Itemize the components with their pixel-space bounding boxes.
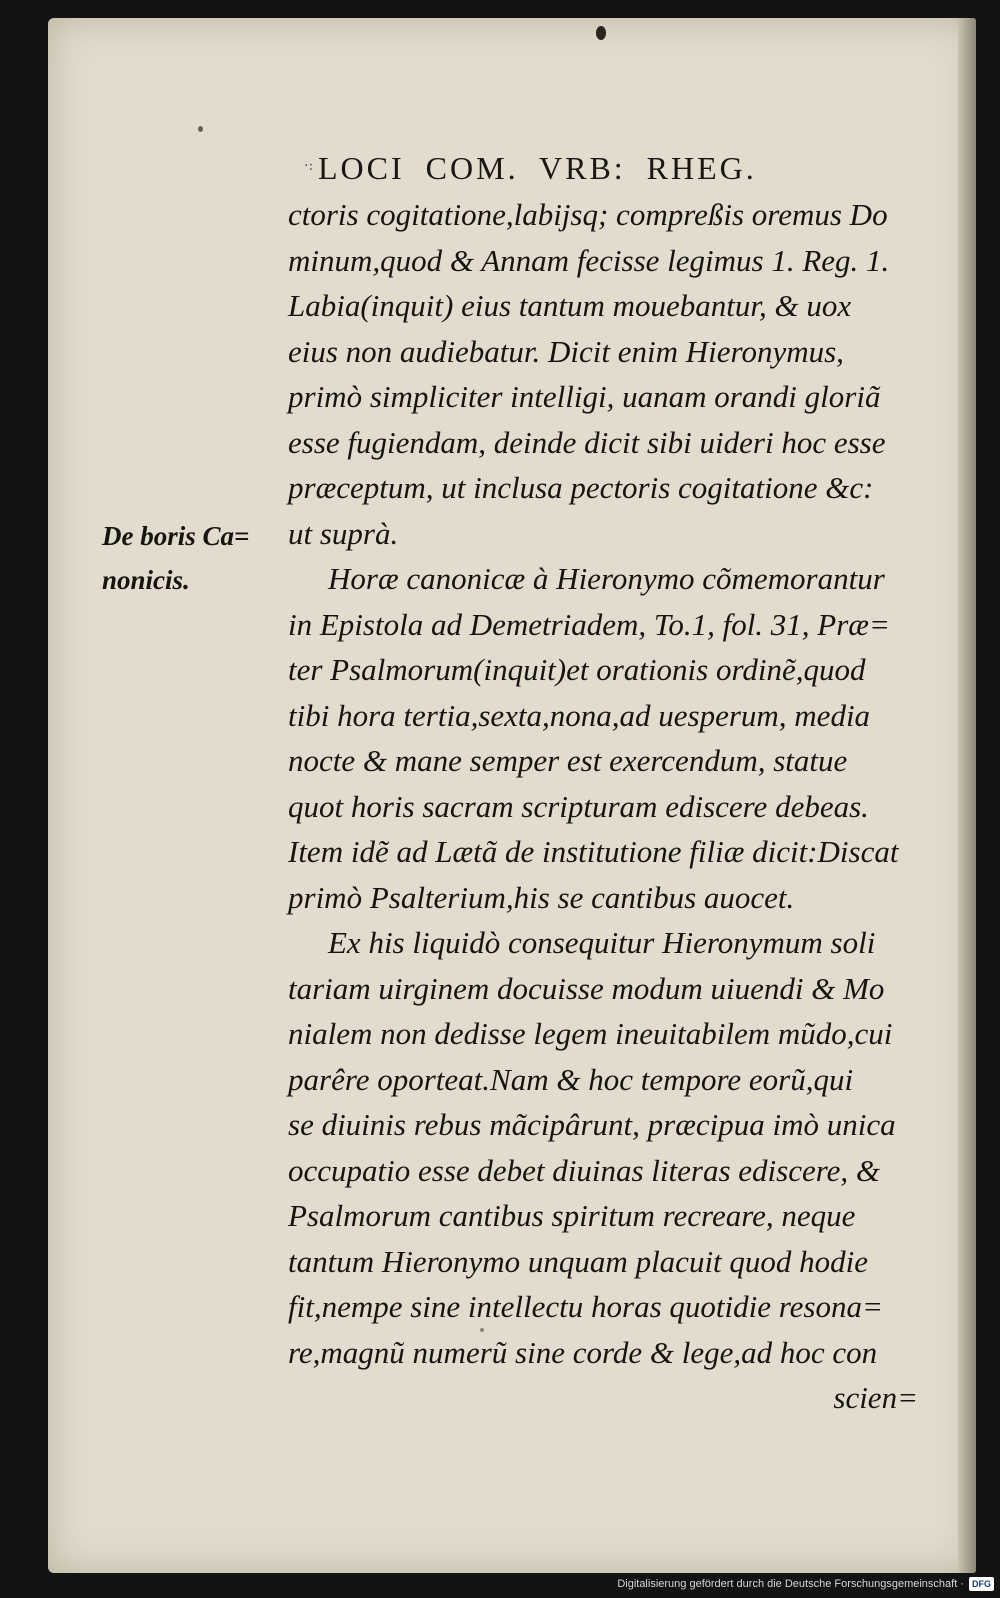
main-text	[288, 192, 928, 1421]
text-line: primò Psalterium,his se cantibus auocet.	[288, 879, 795, 915]
text-line: Ex his liquidò consequitur Hieronymum soli	[328, 925, 876, 960]
text-line: nocte & mane semper est exercendum, statue	[288, 743, 848, 778]
digitization-footer	[617, 1574, 994, 1594]
paragraph-horae-canonicae	[288, 556, 928, 920]
text-line: Item idẽ ad Lætã de institutione filiæ dicit:Discat	[288, 834, 899, 869]
text-line: esse fugiendam, deinde dicit sibi uideri hoc esse	[288, 424, 886, 460]
marginal-note-line: De boris Ca=	[102, 521, 250, 551]
head-ornament: ·:	[304, 158, 314, 174]
text-line: tariam uirginem docuisse modum uiuendi & Mo	[288, 970, 885, 1006]
text-line: tantum Hieronymo unquam placuit quod hodie	[288, 1243, 869, 1279]
text-line: quot horis sacram scripturam ediscere debeas.	[288, 788, 869, 824]
marginal-note	[102, 514, 272, 602]
text-line: Psalmorum cantibus spiritum recreare, neque	[288, 1198, 856, 1233]
text-line: minum,quod & Annam fecisse legimus 1. Reg. 1.	[288, 242, 890, 278]
ink-spot	[596, 26, 606, 40]
page-gutter	[958, 18, 976, 1573]
text-line: se diuinis rebus mãcipârunt, præcipua imò unica	[288, 1107, 896, 1142]
text-line: ut suprà.	[288, 515, 399, 551]
text-line: fit,nempe sine intellectu horas quotidie resona=	[288, 1289, 883, 1324]
text-line: tibi hora tertia,sexta,nona,ad uesperum, media	[288, 697, 871, 733]
dfg-logo-icon: DFG	[969, 1577, 994, 1591]
text-line: parêre oporteat.Nam & hoc tempore eorũ,qui	[288, 1061, 854, 1097]
text-line: occupatio esse debet diuinas literas ediscere, &	[288, 1152, 881, 1188]
catchword-line: scien=	[833, 1380, 918, 1415]
running-head: LOCI COM. VRB: RHEG.	[318, 150, 757, 186]
paragraph-continuation	[288, 192, 928, 556]
footer-credit: Digitalisierung gefördert durch die Deutsche Forschungsgemeinschaft ·	[617, 1578, 964, 1590]
text-line: re,magnũ numerũ sine corde & lege,ad hoc con	[288, 1334, 878, 1370]
text-line: Labia(inquit) eius tantum mouebantur, & uox	[288, 288, 852, 323]
text-line: Horæ canonicæ à Hieronymo cõmemorantur	[328, 561, 885, 596]
text-line: ter Psalmorum(inquit)et orationis ordinẽ,quod	[288, 652, 866, 687]
marginal-note-line: nonicis.	[102, 565, 190, 595]
text-line: primò simpliciter intelligi, uanam orandi gloriã	[288, 379, 881, 414]
paragraph-ex-his	[288, 920, 928, 1421]
text-line: in Epistola ad Demetriadem, To.1, fol. 31, Præ=	[288, 606, 890, 642]
text-line: ctoris cogitatione,labijsq; compreßis oremus Do	[288, 197, 888, 232]
text-line: eius non audiebatur. Dicit enim Hieronymus,	[288, 333, 844, 369]
ink-speck	[198, 126, 203, 132]
text-line: præceptum, ut inclusa pectoris cogitatione &c:	[288, 470, 874, 505]
text-line: nialem non dedisse legem ineuitabilem mũdo,cui	[288, 1016, 893, 1051]
